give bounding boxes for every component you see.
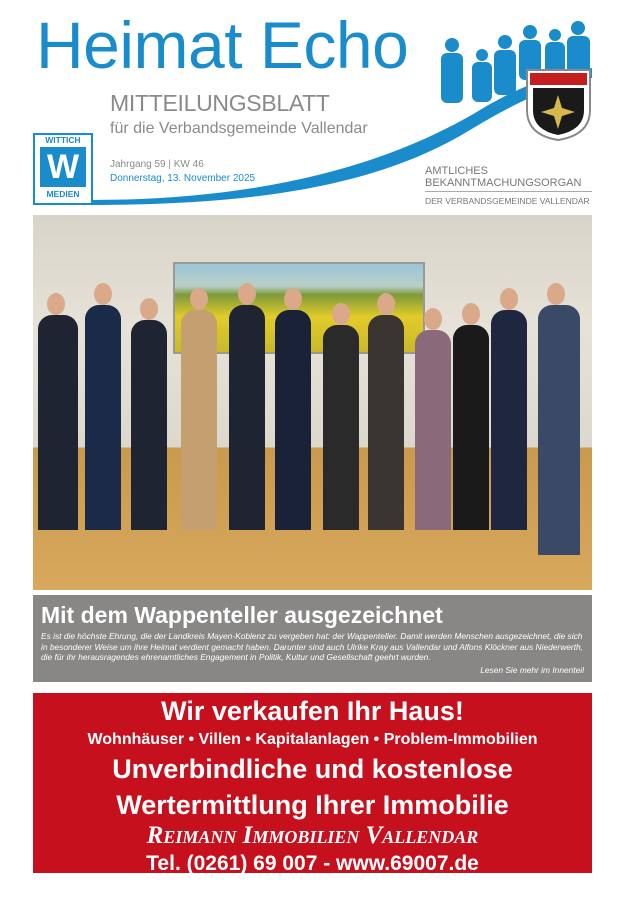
person-figure bbox=[275, 310, 311, 530]
cover-photo bbox=[33, 215, 592, 590]
story-headline: Mit dem Wappenteller ausgezeichnet bbox=[41, 602, 443, 628]
issue-date: Donnerstag, 13. November 2025 bbox=[110, 173, 256, 184]
official-line-1: AMTLICHES bbox=[425, 165, 488, 177]
person-figure bbox=[85, 305, 121, 530]
logo-text-bottom: MEDIEN bbox=[46, 189, 80, 199]
ad-offer-1: Unverbindliche und kostenlose bbox=[112, 754, 513, 784]
lead-story bbox=[33, 595, 592, 682]
read-more-link[interactable]: Lesen Sie mehr im Innenteil bbox=[480, 664, 584, 675]
masthead-region: für die Verbandsgemeinde Vallendar bbox=[110, 120, 368, 137]
person-figure bbox=[368, 315, 404, 530]
real-estate-ad bbox=[33, 693, 592, 873]
person-figure bbox=[453, 325, 489, 530]
person-figure bbox=[181, 310, 217, 530]
person-figure bbox=[131, 320, 167, 530]
person-figure bbox=[323, 325, 359, 530]
ad-contact: Tel. (0261) 69 007 - www.69007.de bbox=[146, 852, 479, 875]
person-figure bbox=[38, 315, 78, 530]
person-figure bbox=[538, 305, 580, 555]
official-line-2: BEKANNTMACHUNGSORGAN bbox=[425, 177, 582, 189]
person-figure bbox=[415, 330, 451, 530]
logo-text-top: WITTICH bbox=[45, 135, 81, 145]
person-figure bbox=[491, 310, 527, 530]
issue-number: Jahrgang 59 | KW 46 bbox=[110, 159, 204, 170]
wittich-medien-logo bbox=[33, 133, 93, 205]
coat-of-arms-icon bbox=[527, 70, 590, 140]
ad-headline: Wir verkaufen Ihr Haus! bbox=[161, 696, 464, 726]
divider bbox=[425, 191, 592, 192]
story-body: Es ist die höchste Ehrung, die der Landkreis Mayen-Koblenz zu vergeben hat: der Wappenteller. Damit werden Menschen ausgezeichnet, die sich in besonderer Weise um ihre Heimat verdient gemacht haben. Darunter sind auch Ulrike Kray aus Vallendar und Alfons Klöckner aus Niederwerth, die für ihr herausragendes ehrenamtliches Engagement in Politik, Kultur und Gesellschaft geehrt wurden. bbox=[41, 631, 584, 662]
ad-offer-2: Wertermittlung Ihrer Immobilie bbox=[116, 790, 509, 820]
ad-services: Wohnhäuser • Villen • Kapitalanlagen • Problem-Immobilien bbox=[87, 731, 538, 748]
masthead-title: Heimat Echo bbox=[36, 8, 409, 82]
official-line-3: DER VERBANDSGEMEINDE VALLENDAR bbox=[425, 196, 590, 206]
masthead-subtitle: MITTEILUNGSBLATT bbox=[110, 90, 330, 116]
person-figure bbox=[229, 305, 265, 530]
official-organ-label bbox=[425, 165, 581, 189]
ad-company: Reimann Immobilien Vallendar bbox=[146, 822, 479, 849]
logo-mark: W bbox=[40, 147, 86, 187]
